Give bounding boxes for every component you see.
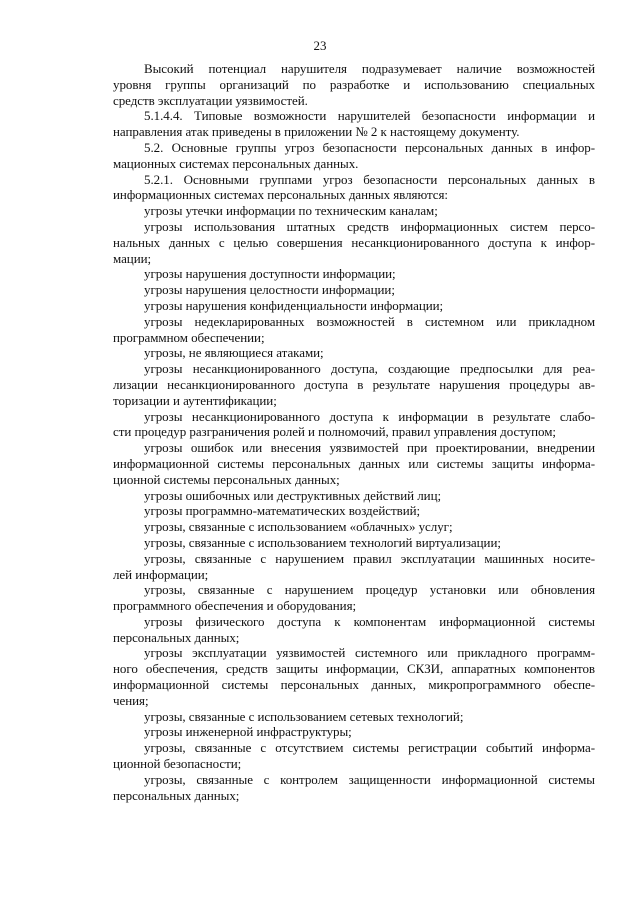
- text-line: торизации и аутентификации;: [113, 392, 277, 408]
- text-line: угрозы, не являющиеся атаками;: [144, 345, 324, 361]
- text-line: угрозы, связанные с контролем защищенности информационной системы: [144, 771, 595, 787]
- text-line: 5.1.4.4. Типовые возможности нарушителей безопасности информации и: [144, 108, 595, 124]
- text-line: лизации несанкционированного доступа в результате нарушения процедуры ав-: [113, 376, 595, 392]
- text-line: лей информации;: [113, 566, 209, 582]
- text-line: ционной безопасности;: [113, 756, 242, 772]
- text-line: угрозы недекларированных возможностей в системном или прикладном: [144, 313, 595, 329]
- text-line: Высокий потенциал нарушителя подразумевает наличие возможностей: [144, 61, 595, 76]
- text-line: угрозы, связанные с нарушением процедур установки или обновления: [144, 582, 595, 598]
- text-line: программном обеспечении;: [113, 329, 265, 345]
- text-line: информационной системы персональных данных, микропрограммного обеспе-: [113, 677, 595, 693]
- text-line: мационных системах персональных данных.: [113, 155, 359, 171]
- text-line: нальных данных с целью совершения несанкционированного доступа к инфор-: [113, 234, 595, 250]
- text-line: средств эксплуатации уязвимостей.: [113, 92, 308, 108]
- text-line: информационных системах персональных данных являются:: [113, 187, 448, 203]
- text-line: угрозы, связанные с нарушением правил эксплуатации машинных носите-: [144, 550, 595, 566]
- text-line: 5.2.1. Основными группами угроз безопасности персональных данных в: [144, 171, 595, 187]
- text-line: чения;: [113, 692, 149, 708]
- text-line: персональных данных;: [113, 787, 240, 803]
- text-line: угрозы нарушения доступности информации;: [144, 266, 396, 282]
- text-line: угрозы, связанные с использованием сетевых технологий;: [144, 708, 464, 724]
- text-line: ционной системы персональных данных;: [113, 471, 340, 487]
- text-line: угрозы, связанные с использованием «облачных» услуг;: [144, 519, 453, 535]
- page-number: 23: [313, 38, 327, 53]
- text-line: информационной системы персональных данных или системы защиты информа-: [113, 455, 595, 471]
- text-line: программного обеспечения и оборудования;: [113, 598, 357, 614]
- document-body: [113, 61, 595, 803]
- text-line: угрозы несанкционированного доступа, создающие предпосылки для реа-: [144, 361, 595, 377]
- text-line: угрозы инженерной инфраструктуры;: [144, 724, 352, 740]
- text-line: угрозы утечки информации по техническим каналам;: [144, 203, 438, 219]
- text-line: сти процедур разграничения ролей и полномочий, правил управления доступом;: [113, 424, 556, 440]
- text-line: угрозы, связанные с использованием технологий виртуализации;: [144, 534, 501, 550]
- text-line: угрозы нарушения конфиденциальности информации;: [144, 297, 444, 313]
- text-line: угрозы несанкционированного доступа к информации в результате слабо-: [144, 408, 595, 424]
- text-line: 5.2. Основные группы угроз безопасности персональных данных в инфор-: [144, 139, 595, 155]
- text-line: угрозы программно-математических воздействий;: [144, 503, 421, 519]
- text-line: ного обеспечения, средств защиты информации, СКЗИ, аппаратных компонентов: [113, 661, 595, 677]
- text-line: угрозы использования штатных средств информационных систем персо-: [144, 218, 595, 234]
- text-line: угрозы ошибочных или деструктивных действий лиц;: [144, 487, 442, 503]
- text-line: угрозы, связанные с отсутствием системы регистрации событий информа-: [144, 740, 595, 756]
- text-line: угрозы ошибок или внесения уязвимостей при проектировании, внедрении: [144, 440, 595, 456]
- text-line: персональных данных;: [113, 629, 240, 645]
- text-line: уровня группы организаций по разработке и использованию специальных: [113, 76, 595, 92]
- text-line: угрозы нарушения целостности информации;: [144, 282, 395, 298]
- text-line: угрозы эксплуатации уязвимостей системного или прикладного программ-: [144, 645, 595, 661]
- text-line: направления атак приведены в приложении № 2 к настоящему документу.: [113, 124, 520, 140]
- text-line: мации;: [113, 250, 152, 266]
- text-line: угрозы физического доступа к компонентам информационной системы: [144, 613, 595, 629]
